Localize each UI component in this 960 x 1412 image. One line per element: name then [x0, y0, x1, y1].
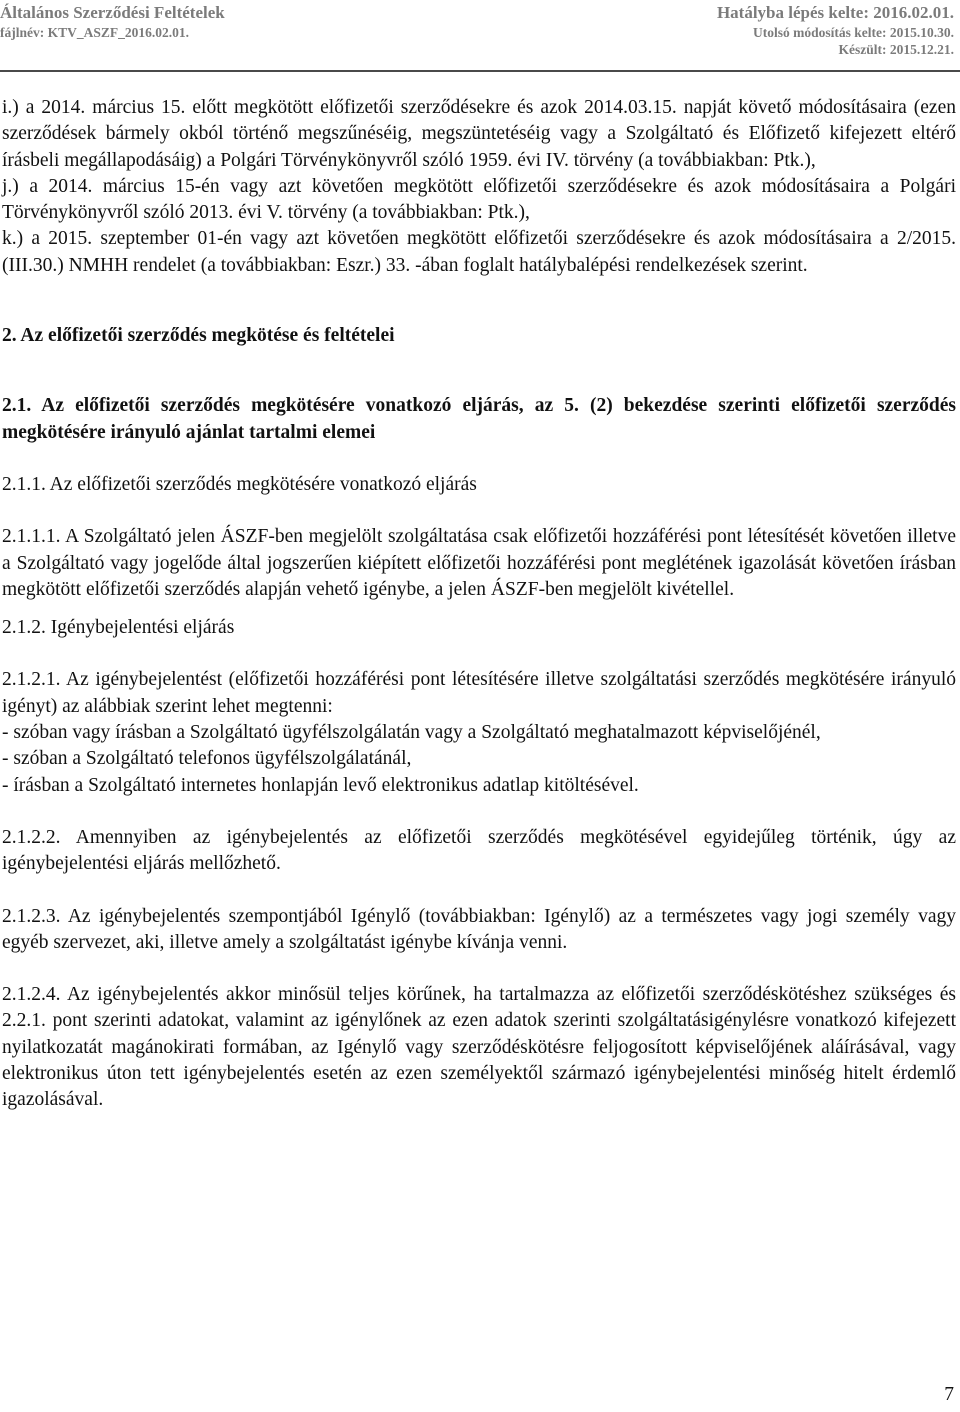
page-number: 7: [944, 1384, 954, 1405]
section-heading-2-1-2: 2.1.2. Igénybejelentési eljárás: [2, 617, 235, 639]
section-heading-2-1: 2.1. Az előfizetői szerződés megkötésére vonatkozó eljárás, az 5. (2) bekezdése szerinti előfizetői szerződés megkötésére irányuló ajánlat tartalmi elemei: [2, 395, 956, 443]
document-body: [2, 95, 956, 1114]
header-right: [717, 2, 954, 58]
document-title: Általános Szerződési Feltételek: [0, 3, 225, 22]
header-divider: [0, 70, 960, 72]
page-header: [0, 0, 960, 80]
paragraph-2-1-2-1: 2.1.2.1. Az igénybejelentést (előfizetői hozzáférési pont létesítésére illetve szolgáltatási szerződés megkötésére irányuló igényt) az alábbiak szerint lehet megtenni:: [2, 669, 956, 717]
last-modified-date: Utolsó módosítás kelte: 2015.10.30.: [753, 25, 954, 40]
paragraph-2-1-2-3: 2.1.2.3. Az igénybejelentés szempontjából Igénylő (továbbiakban: Igénylő) az a természetes vagy jogi személy vagy egyéb szervezet, aki, illetve amely a szolgáltatást igénybe kívánja venni.: [2, 905, 956, 953]
list-item: - írásban a Szolgáltató internetes honlapján levő elektronikus adatlap kitöltésével.: [2, 774, 639, 796]
paragraph-2-1-2-4: 2.1.2.4. Az igénybejelentés akkor minősül teljes körűnek, ha tartalmazza az előfizetői szerződéskötéshez szükséges és 2.2.1. pont szerinti adatokat, valamint az igénylőnek az ezen adatok szerinti szolgáltatásigénylésre vonatkozó kifejezett nyilatkozatát magánokirati formában, az Igénylő vagy szerződéskötésre feljogosított képviselőjének aláírásával, vagy elektronikus úton tett igénybejelentés esetén az ezen személyektől származó igénybejelentési minőség hitelt érdemlő igazolásával.: [2, 984, 956, 1111]
paragraph-i: i.) a 2014. március 15. előtt megkötött előfizetői szerződésekre és azok 2014.03.15. napját követő módosításaira (ezen szerződések bármely okból történő megszűnéséig, megszüntetéséig vagy a Szolgáltató és Előfizető kifejezett eltérő írásbeli megállapodásáig) a Polgári Törvénykönyvről szóló 1959. évi IV. törvény (a továbbiakban: Ptk.),: [2, 97, 956, 171]
section-heading-2-1-1: 2.1.1. Az előfizetői szerződés megkötésére vonatkozó eljárás: [2, 473, 477, 495]
section-heading-2: 2. Az előfizetői szerződés megkötése és feltételei: [2, 325, 395, 347]
paragraph-j: j.) a 2014. március 15-én vagy azt követően megkötött előfizetői szerződésekre és azok módosításaira a Polgári Törvénykönyvről szóló 2013. évi V. törvény (a továbbiakban: Ptk.),: [2, 175, 956, 224]
file-name: fájlnév: KTV_ASZF_2016.02.01.: [0, 25, 189, 40]
paragraph-2-1-1-1: 2.1.1.1. A Szolgáltató jelen ÁSZF-ben megjelölt szolgáltatása csak előfizetői hozzáférési pont létesítését követően illetve a Szolgáltató vagy jogelőde által jogszerűen kiépített előfizetői hozzáférési pont meglétének igazolását követően írásban megkötött előfizetői szerződés alapján vehető igénybe, a jelen ÁSZF-ben megjelölt kivétellel.: [2, 526, 956, 600]
list-item: - szóban vagy írásban a Szolgáltató ügyfélszolgálatán vagy a Szolgáltató meghatalmazott képviselőjénél,: [2, 722, 821, 744]
paragraph-k: k.) a 2015. szeptember 01-én vagy azt követően megkötött előfizetői szerződésekre és azok módosításaira a 2/2015. (III.30.) NMHH rendelet (a továbbiakban: Eszr.) 33. -ában foglalt hatálybalépési rendelkezések szerint.: [2, 228, 956, 276]
header-left: [0, 2, 225, 41]
created-date: Készült: 2015.12.21.: [838, 42, 954, 57]
paragraph-2-1-2-2: 2.1.2.2. Amennyiben az igénybejelentés az előfizetői szerződés megkötésével egyidejűleg történik, úgy az igénybejelentési eljárás mellőzhető.: [2, 826, 956, 875]
effective-date: Hatályba lépés kelte: 2016.02.01.: [716, 3, 954, 22]
list-item: - szóban a Szolgáltató telefonos ügyfélszolgálatánál,: [2, 748, 412, 770]
